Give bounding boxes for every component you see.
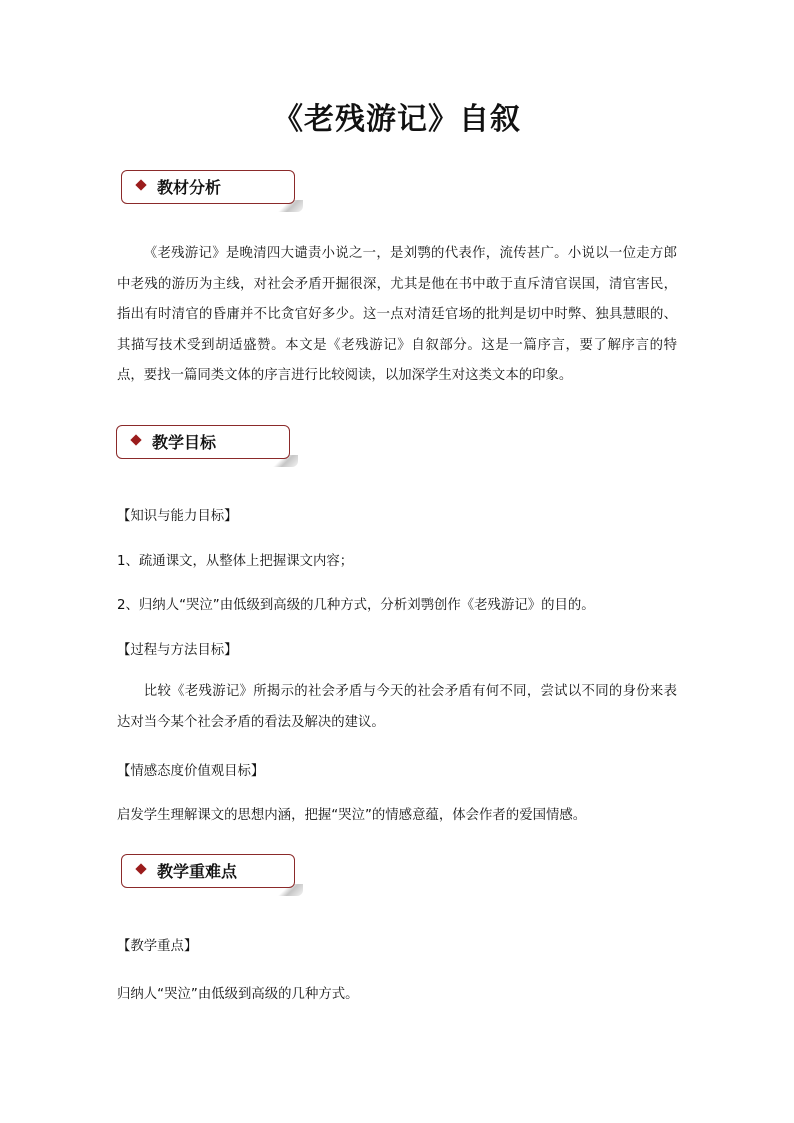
focus-text: 归纳人“哭泣”由低级到高级的几种方式。 xyxy=(117,987,359,1002)
knowledge-goal-label: 【知识与能力目标】 xyxy=(117,509,238,524)
section-heading-label: 教学重难点 xyxy=(157,862,238,881)
section-heading-goals xyxy=(116,425,290,461)
emotion-goal-text: 启发学生理解课文的思想内涵，把握“哭泣”的情感意蕴，体会作者的爱国情感。 xyxy=(117,808,587,823)
knowledge-goal-item-1: 1、疏通课文，从整体上把握课文内容； xyxy=(117,554,354,569)
knowledge-goal-item-2: 2、归纳人“哭泣”由低级到高级的几种方式，分析刘鹗创作《老残游记》的目的。 xyxy=(117,598,595,613)
materials-paragraph-text: 《老残游记》是晚清四大谴责小说之一，是刘鹗的代表作，流传甚广。小说以一位走方郎中老残的游历为主线，对社会矛盾开掘很深，尤其是他在书中敢于直斥清官误国，清官害民，指出有时清官的昏庸并不比贪官好多少。这一点对清廷官场的批判是切中时弊、独具慧眼的、其描写技术受到胡适盛赞。本文是《老残游记》自叙部分。这是一篇序言，要了解序言的特点，要找一篇同类文体的序言进行比较阅读，以加深学生对这类文本的印象。 xyxy=(117,246,677,383)
process-goal-label: 【过程与方法目标】 xyxy=(117,643,238,658)
section-heading-label: 教学目标 xyxy=(152,433,217,452)
materials-paragraph xyxy=(117,239,677,392)
process-goal-paragraph xyxy=(117,677,677,738)
section-heading-label: 教材分析 xyxy=(157,178,222,197)
emotion-goal-label: 【情感态度价值观目标】 xyxy=(117,764,265,779)
process-goal-text: 比较《老残游记》所揭示的社会矛盾与今天的社会矛盾有何不同，尝试以不同的身份来表达对当今某个社会矛盾的看法及解决的建议。 xyxy=(117,684,677,730)
focus-label: 【教学重点】 xyxy=(117,939,198,954)
page-title: 《老残游记》自叙 xyxy=(273,102,521,137)
section-heading-key-points xyxy=(121,854,295,890)
section-heading-materials xyxy=(121,170,295,206)
